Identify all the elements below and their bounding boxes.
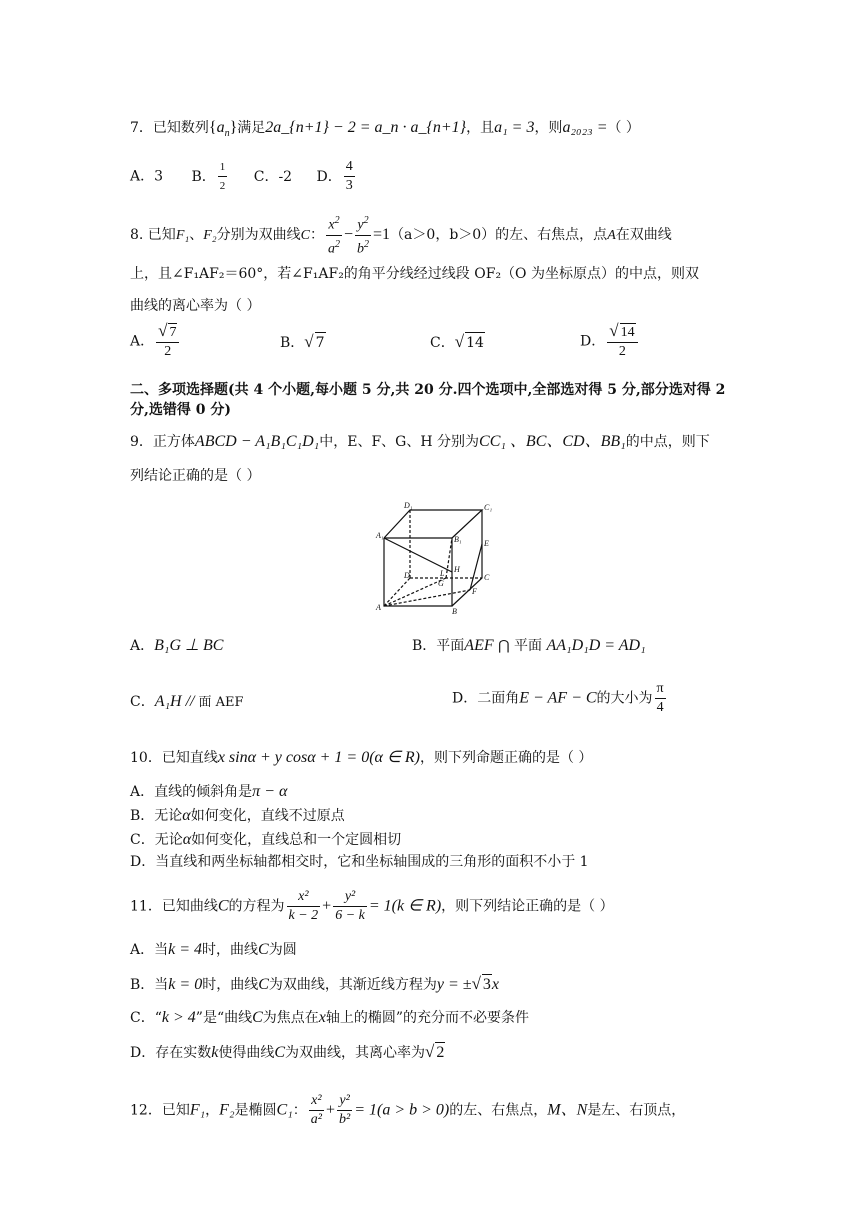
q12-f2: F₂ (219, 1101, 235, 1119)
q9-line1 (130, 432, 710, 452)
q11-option-a-pre: A．当 (130, 942, 169, 958)
q9-option-a-label: A． (130, 638, 155, 654)
q8-sep: 、 (189, 227, 204, 244)
q7-option-b-frac (218, 158, 228, 195)
cube-figure (370, 498, 510, 618)
q10-option-a-pre: A．直线的倾斜角是 (130, 784, 253, 800)
q7-cond-pre: ，且 (466, 120, 495, 136)
q11-option-d-mid: 使得曲线 (218, 1045, 275, 1061)
q8-option-c-label: C． (430, 335, 455, 351)
q11-option-b-mid: 时，曲线 (202, 977, 259, 993)
q8-option-b: B．√ 7 (280, 332, 325, 351)
q12-pre: 12．已知 (130, 1102, 190, 1119)
q11-frac2-num: y² (333, 888, 367, 907)
q8-c: C (300, 228, 310, 244)
q7-option-d-label: D． (316, 168, 342, 185)
section2-line2: 分,选错得 0 分) (130, 402, 231, 418)
q9-mid: 中，E、F、G、H 分别为 (319, 434, 480, 450)
label-e: E (484, 539, 489, 548)
q10-end: ，则下列命题正确的是（ ） (419, 750, 593, 766)
line-af (384, 590, 470, 606)
q11-frac2 (333, 888, 367, 925)
q9-option-c-math: A₁H // (154, 693, 199, 710)
q9-option-d-math: E − AF − C (519, 689, 597, 707)
q8-cond: （a＞0，b＞0）的左、右焦点，点 (390, 227, 608, 244)
q12-plus: + (325, 1101, 335, 1119)
q7-options (130, 158, 357, 195)
q9-option-d-frac (655, 680, 666, 717)
q8-option-d (580, 322, 640, 361)
q8-option-a-frac: $\frac{√ 7}{2}$ (156, 322, 179, 361)
q11-option-c-end: 轴上的椭圆”的充分而不必要条件 (325, 1010, 530, 1026)
q9-option-d-mid: 的大小为 (596, 690, 653, 707)
q7-ask: ，则 (534, 120, 563, 136)
q10-option-d: D．当直线和两坐标轴都相交时，它和坐标轴围成的三角形的面积不小于 1 (130, 854, 589, 870)
q8-option-c-rad: 14 (465, 332, 485, 353)
q9-option-b-label: B．平面 (412, 638, 465, 654)
q7-seq-letter: a (216, 119, 225, 136)
q11-option-a (130, 940, 297, 960)
q11-option-b-math: k = 0 (168, 976, 203, 993)
q8-option-d-rad: 14 (620, 325, 635, 340)
q7-option-b-num: 1 (218, 158, 228, 177)
q11-option-b: B．当k = 0时，曲线C为双曲线，其渐近线方程为y = ±√ 3x (130, 974, 500, 993)
q9-option-b-m2: AA₁D₁D = AD₁ (546, 637, 646, 654)
q12-frac2 (337, 1092, 352, 1129)
q11-option-b-mid2: 为双曲线，其渐近线方程为 (268, 977, 437, 993)
q12-end: 是左、右顶点， (587, 1102, 686, 1119)
q8-option-a-den: 2 (164, 344, 172, 359)
q8-option-b-rad: 7 (315, 332, 326, 353)
label-b1: B₁ (454, 535, 462, 544)
q11-option-b-eq: y = ± (436, 976, 472, 993)
q8-eq-rhs: =1 (373, 226, 391, 244)
q10-option-c-pre: C．无论 (130, 832, 183, 848)
q9-option-b (412, 636, 646, 656)
q12-frac1 (309, 1092, 324, 1129)
q11-option-c-pre: C．“ (130, 1010, 162, 1026)
q7-paren: （ ） (607, 120, 640, 136)
label-c: C (484, 573, 490, 582)
q11-option-c-math: k > 4 (161, 1009, 196, 1026)
q11-option-a-mid: 时，曲线 (202, 942, 259, 958)
q8-line1-end: 在双曲线 (615, 227, 672, 244)
q10-option-c-math: α (182, 831, 192, 848)
q11-option-b-rad: 3 (482, 976, 491, 993)
q8-colon: ： (310, 227, 324, 244)
q11-rhs: = 1(k ∈ R) (368, 897, 442, 915)
q11-c: C (217, 897, 229, 915)
q11-option-b-x: x (491, 976, 500, 993)
q11-option-c-c: C (252, 1009, 263, 1026)
q9-line2: 列结论正确的是（ ） (130, 468, 261, 484)
q11-pre: 11．已知曲线 (130, 898, 218, 915)
q9-option-b-m1: AEF (464, 637, 494, 654)
q7-stem-mid: 满足 (237, 120, 266, 136)
q12-mn: M、N (547, 1101, 588, 1119)
q11-option-d-c: C (274, 1044, 286, 1061)
q8-option-d-den: 2 (618, 344, 626, 359)
q10-option-c (130, 830, 401, 850)
label-a1: A₁ (376, 531, 384, 540)
q8-eq-frac2: $\frac{y^2}{b^2}$ (355, 212, 371, 258)
q7-cond: a₁ = 3 (494, 119, 535, 136)
label-d1: D₁ (404, 501, 413, 510)
q9-option-d (452, 680, 668, 717)
q9-pre: 9．正方体 (130, 434, 195, 450)
q11-frac1 (287, 888, 321, 925)
q7-option-c: C．-2 (253, 168, 293, 185)
q11-option-c-mid: ”是“曲线 (195, 1010, 253, 1026)
q7-option-d-den: 3 (345, 178, 353, 193)
q12-mid: 是椭圆 (234, 1102, 277, 1119)
label-g: G (438, 579, 444, 588)
q12-c1: C₁ (276, 1101, 293, 1119)
q11-option-d-rad: 2 (436, 1044, 445, 1061)
q9-option-b-mid: ⋂ 平面 (493, 638, 547, 654)
q8-option-b-label: B． (280, 335, 305, 351)
label-a: A (376, 603, 381, 612)
q7-stem (130, 118, 640, 144)
q8-mid: 分别为双曲线 (216, 227, 301, 244)
q8-line2: 上，且∠F₁AF₂＝60°，若∠F₁AF₂的角平分线经过线段 OF₂（O 为坐标原点）的中点，则双 (130, 266, 699, 282)
q7-target: a₂₀₂₃ = (562, 119, 608, 136)
q8-pre: 8. 已知 (130, 227, 176, 244)
q11-plus: + (322, 897, 332, 915)
q8-option-d-frac: $\frac{√ 14}{2}$ (607, 322, 637, 361)
q11-frac1-den: k − 2 (288, 908, 319, 923)
label-f: F (472, 587, 477, 596)
q8-f1: F₁ (175, 228, 190, 244)
q7-option-d-frac (344, 158, 355, 195)
q7-stem-text: 7．已知数列 (130, 120, 209, 136)
q10-eq: x sinα + y cosα + 1 = 0(α ∈ R) (217, 749, 420, 766)
q8-line1: 8. 已知F₁、F₂分别为双曲线C： $\frac{x^2}{a^2}$ − $\frac{y^2}{b^2}$ =1（a＞0，b＞0）的左、右焦点，点A在双曲线 (130, 212, 672, 258)
q8-option-d-label: D． (580, 333, 606, 350)
q9-option-d-label: D．二面角 (452, 690, 520, 707)
q10-pre: 10．已知直线 (130, 750, 218, 766)
q11-option-b-pre: B．当 (130, 977, 169, 993)
q9-option-d-den: 4 (656, 700, 664, 715)
q8-option-c: C．√ 14 (430, 332, 484, 351)
q10-stem (130, 748, 592, 768)
q11-frac1-num: x² (287, 888, 321, 907)
q10-option-b-end: 如何变化，直线不过原点 (190, 808, 345, 824)
q8-f2: F₂ (203, 228, 217, 244)
q12-stem: 12．已知F₁，F₂是椭圆C₁： $\frac{\text{x²}}{\text{a²}}$ + $\frac{\text{y²}}{\text{b²}}$ = 1(a > b > 0)的左、右焦点，M、N是左、右顶点， (130, 1093, 686, 1127)
q9-option-a-math: B₁G ⊥ BC (154, 637, 224, 654)
q8-options (130, 322, 181, 361)
q7-seq-sub: n (224, 128, 230, 140)
q11-option-c-x: x (318, 1009, 326, 1026)
q12-frac2-den: b² (338, 1112, 351, 1127)
q11-stem (130, 888, 614, 925)
cube-top-face (384, 510, 482, 538)
q11-option-c (130, 1008, 529, 1028)
q8-a: A (607, 228, 616, 244)
q7-option-b-den: 2 (219, 180, 226, 192)
q12-f1: F₁ (189, 1101, 206, 1119)
q8-option-a-rad: 7 (169, 325, 177, 340)
q12-frac1-den: a² (310, 1112, 322, 1127)
label-h: H (454, 565, 460, 574)
q10-option-c-end: 如何变化，直线总和一个定圆相切 (191, 832, 402, 848)
q10-option-a-math: π − α (252, 783, 288, 800)
q7-option-a: A．3 (130, 168, 164, 185)
label-b: B (452, 607, 457, 616)
q8-eq-frac1: $\frac{x^2}{a^2}$ (326, 212, 342, 258)
q9-option-c (130, 692, 244, 713)
q10-option-b (130, 806, 345, 826)
q12-mid2: 的左、右焦点， (449, 1102, 548, 1119)
q9-mids: CC₁ 、BC、CD、BB₁ (479, 433, 626, 450)
q11-option-c-mid2: 为焦点在 (262, 1010, 319, 1026)
q11-option-a-end: 为圆 (268, 942, 297, 958)
q11-frac2-den: 6 − k (335, 908, 365, 923)
q10-option-b-math: α (182, 807, 191, 824)
q12-rhs: = 1(a > b > 0) (354, 1101, 450, 1119)
q10-option-b-pre: B．无论 (130, 808, 183, 824)
q10-option-a (130, 782, 287, 802)
q9-solid: ABCD − A₁B₁C₁D₁ (194, 433, 320, 450)
label-l: L (440, 569, 445, 578)
q11-end: ，则下列结论正确的是（ ） (441, 898, 614, 915)
q11-option-a-c: C (258, 941, 269, 958)
q8-option-a-label: A． (130, 333, 155, 350)
q9-option-a (130, 636, 223, 656)
label-d: D (404, 571, 410, 580)
q7-option-b-label: B． (191, 168, 216, 185)
q11-option-d-pre: D．存在实数 (130, 1045, 212, 1061)
section2-line1: 二、多项选择题(共 4 个小题,每小题 5 分,共 20 分.四个选项中,全部选对得 5 分,部分选对得 2 (130, 382, 726, 398)
q9-end: 的中点，则下 (625, 434, 710, 450)
q11-option-d-mid2: 为双曲线，其离心率为 (285, 1045, 426, 1061)
q11-option-b-c: C (258, 976, 269, 993)
line-ag (384, 578, 446, 606)
q11-mid: 的方程为 (228, 898, 285, 915)
q7-option-d-num: 4 (344, 158, 355, 177)
line-a1h (384, 538, 452, 572)
q12-frac2-num: y² (337, 1092, 352, 1111)
q9-option-d-num: π (655, 680, 666, 699)
q8-line3: 曲线的离心率为（ ） (130, 298, 261, 314)
q12-frac1-num: x² (309, 1092, 324, 1111)
q9-option-c-end: 面 AEF (198, 695, 244, 710)
label-c1: C₁ (484, 503, 493, 512)
q7-seq: $\{a_n\}$ (208, 119, 238, 140)
q11-option-a-math: k = 4 (168, 941, 203, 958)
q11-option-d: D．存在实数k使得曲线C为双曲线，其离心率为√ 2 (130, 1042, 445, 1061)
q11-option-d-k: k (211, 1044, 219, 1061)
q9-option-c-label: C． (130, 694, 155, 710)
q7-relation: 2a_{n+1} − 2 = a_n · a_{n+1} (265, 119, 467, 136)
